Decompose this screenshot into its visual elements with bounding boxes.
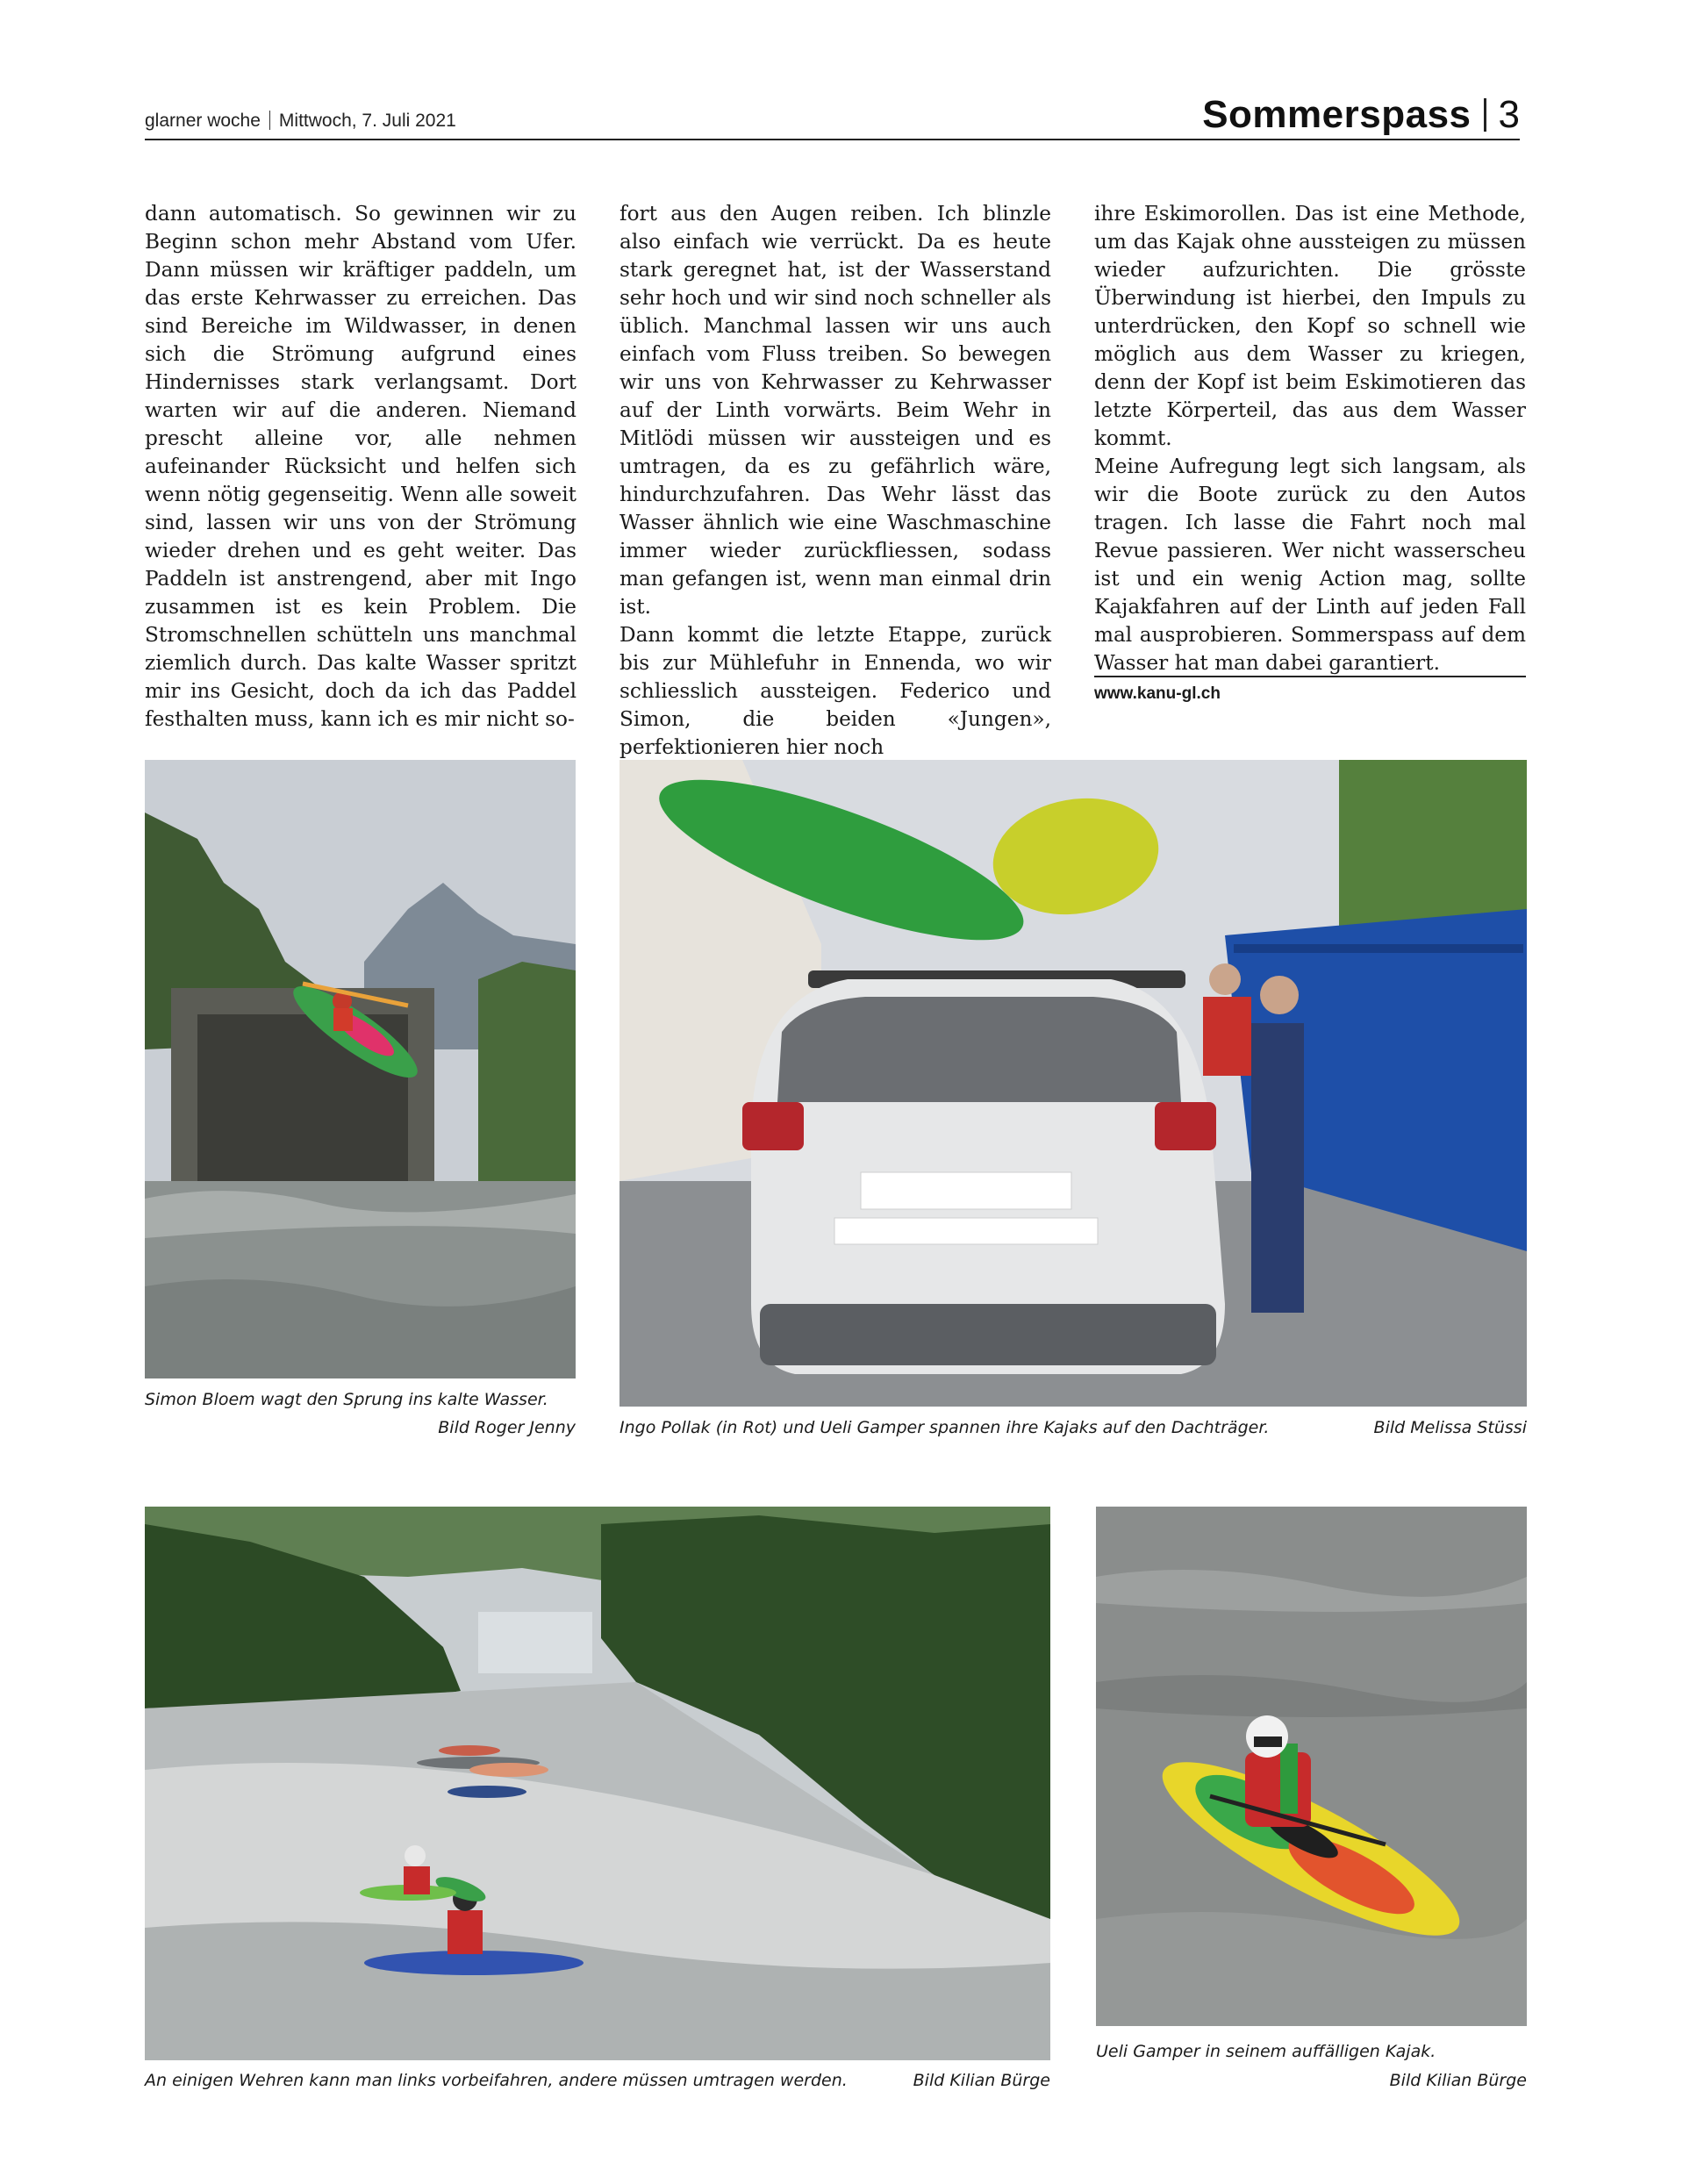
section-title: Sommerspass — [1202, 93, 1472, 136]
photo-kayak-jump-image — [145, 760, 576, 1378]
photo-colorful-kayak — [1096, 1507, 1527, 2026]
paragraph: dann automatisch. So gewinnen wir zu Beginn schon mehr Abstand vom Ufer. Dann müssen wir kräftiger paddeln, um das erste Kehrwasser zu erreichen. Das sind Bereiche im Wildwasser, in denen sich die Strömung aufgrund eines Hindernisses stark verlangsamt. Dort warten wir auf die anderen. Niemand prescht alleine vor, alle nehmen aufeinander Rücksicht und helfen sich wenn nötig gegenseitig. Wenn alle soweit sind, lassen wir uns von der Strömung wieder drehen und es geht weiter. Das Paddeln ist anstrengend, aber mit Ingo zusammen ist es kein Problem. Die Stromschnellen schütteln uns manchmal ziemlich durch. Das kalte Wasser spritzt mir ins Gesicht, doch da ich das Paddel festhalten muss, kann ich es mir nicht so- — [145, 202, 576, 731]
page-number: 3 — [1498, 93, 1520, 136]
caption-photo-2: Ingo Pollak (in Rot) und Ueli Gamper spannen ihre Kajaks auf den Dachträger. — [619, 1418, 1270, 1437]
credit-photo-4: Bild Kilian Bürge — [1389, 2071, 1527, 2090]
photo-colorful-kayak-image — [1096, 1507, 1527, 2026]
credit-photo-3: Bild Kilian Bürge — [913, 2071, 1050, 2090]
caption-photo-1: Simon Bloem wagt den Sprung ins kalte Wasser. — [145, 1390, 548, 1409]
paragraph: Dann kommt die letzte Etappe, zurück bis zur Mühlefuhr in Ennenda, wo wir schliesslich aussteigen. Federico und Simon, die beiden «Jungen», perfektionieren hier noch — [619, 623, 1051, 759]
issue-date: Mittwoch, 7. Juli 2021 — [278, 111, 456, 131]
masthead — [145, 111, 456, 132]
caption-photo-3: An einigen Wehren kann man links vorbeifahren, andere müssen umtragen werden. — [145, 2071, 848, 2090]
photo-river-kayakers — [145, 1507, 1050, 2060]
section-divider — [1484, 98, 1486, 132]
info-rule — [1094, 676, 1526, 677]
photo-kayak-jump — [145, 760, 576, 1378]
caption-photo-4: Ueli Gamper in seinem auffälligen Kajak. — [1096, 2042, 1436, 2061]
article-column-3 — [1094, 200, 1526, 677]
paragraph: ihre Eskimorollen. Das ist eine Methode, um das Kajak ohne aussteigen zu müssen wieder aufzurichten. Die grösste Überwindung ist hierbei, den Impuls zu unterdrücken, den Kopf so schnell wie möglich aus dem Wasser zu kriegen, denn der Kopf ist beim Eskimotieren das letzte Körperteil, das aus dem Wasser kommt. — [1094, 202, 1526, 450]
paragraph: fort aus den Augen reiben. Ich blinzle also einfach wie verrückt. Da es heute stark geregnet hat, ist der Wasserstand sehr hoch und wir sind noch schneller als üblich. Manchmal lassen wir uns auch einfach vom Fluss treiben. So bewegen wir uns von Kehrwasser zu Kehrwasser auf der Linth vorwärts. Beim Wehr in Mitlödi müssen wir aussteigen und es umtragen, da es zu gefährlich wäre, hindurchzufahren. Das Wehr lässt das Wasser ähnlich wie eine Waschmaschine immer wieder zurückfliessen, sodass man gefangen ist, wenn man einmal drin ist. — [619, 202, 1051, 619]
credit-photo-2: Bild Melissa Stüssi — [1373, 1418, 1527, 1437]
publication-name: glarner woche — [145, 111, 261, 131]
photo-car-kayaks-image — [619, 760, 1527, 1407]
paragraph: Meine Aufregung legt sich langsam, als wir die Boote zurück zu den Autos tragen. Ich lasse die Fahrt noch mal Revue passieren. Wer nicht wasserscheu ist und ein wenig Action mag, sollte Kajakfahren auf der Linth auf jeden Fall mal ausprobieren. Sommerspass auf dem Wasser hat man dabei garantiert. — [1094, 455, 1526, 675]
article-column-2 — [619, 200, 1051, 762]
photo-car-kayaks — [619, 760, 1527, 1407]
header-separator — [269, 111, 270, 130]
article-column-1 — [145, 200, 576, 734]
photo-river-kayakers-image — [145, 1507, 1050, 2060]
website-link[interactable]: www.kanu-gl.ch — [1094, 684, 1221, 703]
credit-photo-1: Bild Roger Jenny — [438, 1418, 576, 1437]
header-rule — [145, 139, 1520, 140]
section-header — [1202, 93, 1520, 137]
